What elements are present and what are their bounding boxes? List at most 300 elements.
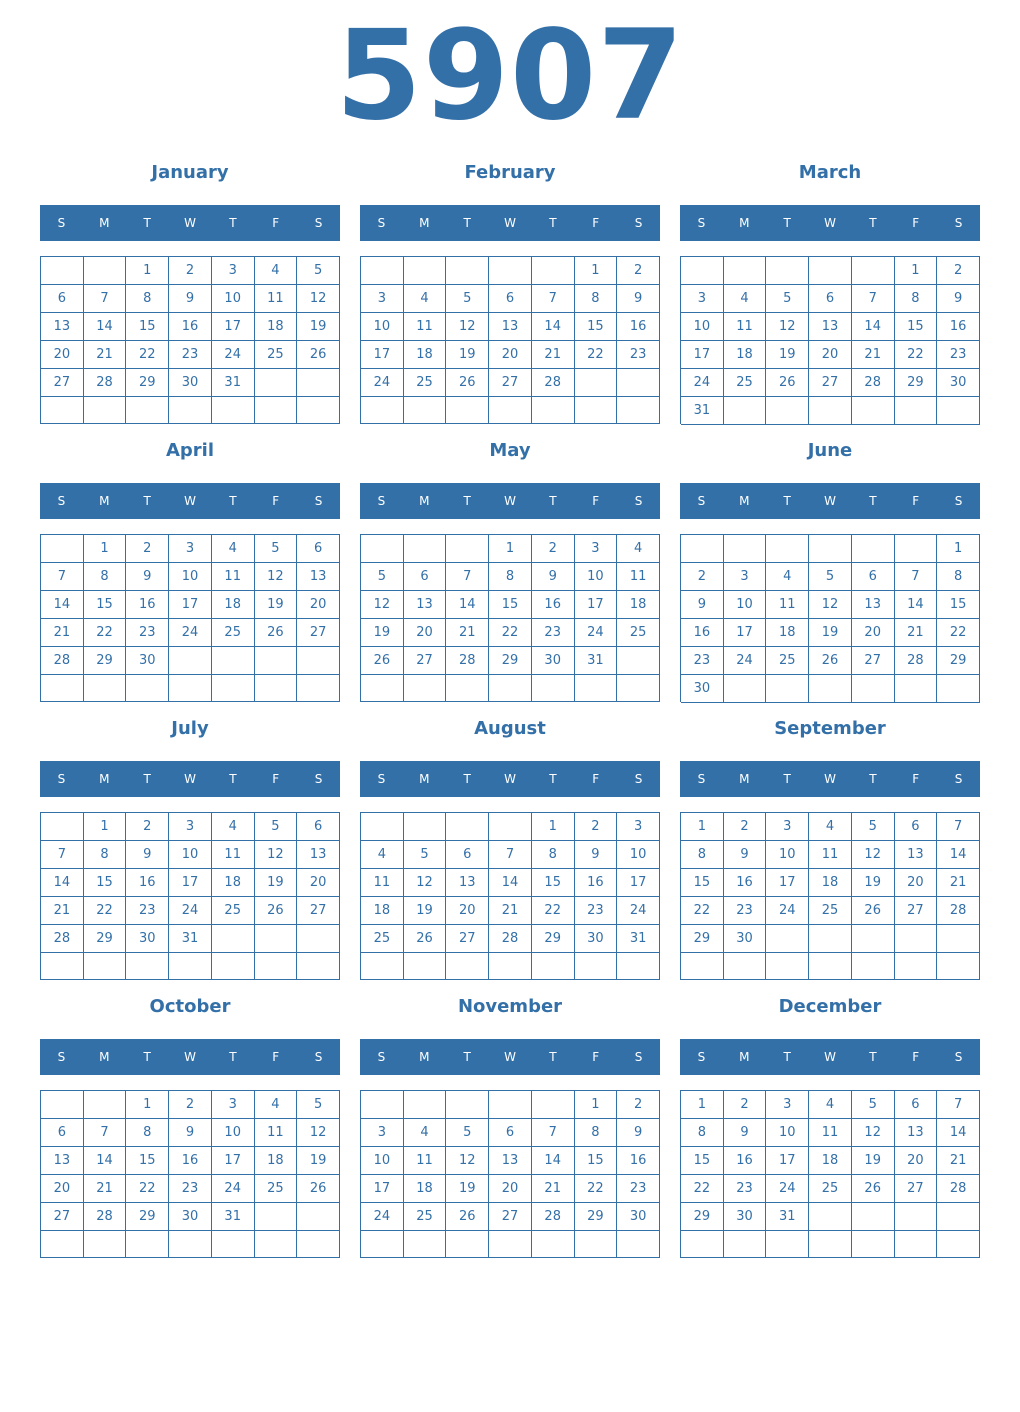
- day-cell: 25: [724, 369, 767, 397]
- day-cell: 16: [575, 869, 618, 897]
- empty-day-cell: [297, 647, 340, 675]
- empty-day-cell: [575, 675, 618, 702]
- day-cell: 15: [895, 313, 938, 341]
- weekday-label: T: [783, 216, 791, 230]
- empty-day-cell: [766, 675, 809, 703]
- day-cell: 6: [895, 813, 938, 841]
- empty-day-cell: [297, 397, 340, 424]
- day-cell: 28: [532, 1203, 575, 1231]
- day-cell: 21: [532, 1175, 575, 1203]
- day-grid: [360, 256, 660, 424]
- day-cell: 20: [895, 869, 938, 897]
- empty-day-cell: [446, 813, 489, 841]
- empty-day-cell: [575, 953, 618, 980]
- empty-day-cell: [84, 953, 127, 980]
- day-cell: 2: [724, 1091, 767, 1119]
- day-cell: 4: [404, 285, 447, 313]
- day-cell: 1: [532, 813, 575, 841]
- day-cell: 12: [255, 563, 298, 591]
- day-grid: [360, 1090, 660, 1258]
- day-cell: 22: [84, 897, 127, 925]
- day-cell: 19: [255, 869, 298, 897]
- day-cell: 6: [41, 285, 84, 313]
- empty-day-cell: [937, 925, 980, 953]
- weekday-label: S: [377, 1050, 386, 1064]
- empty-day-cell: [724, 675, 767, 703]
- day-cell: 13: [895, 841, 938, 869]
- day-cell: 21: [852, 341, 895, 369]
- day-cell: 10: [575, 563, 618, 591]
- empty-day-cell: [255, 397, 298, 424]
- month-name: March: [798, 162, 862, 183]
- day-cell: 9: [575, 841, 618, 869]
- day-cell: 31: [169, 925, 212, 953]
- weekday-label: T: [869, 494, 877, 508]
- empty-day-cell: [809, 953, 852, 980]
- day-cell: 7: [895, 563, 938, 591]
- day-cell: 23: [617, 341, 660, 369]
- day-cell: 19: [255, 591, 298, 619]
- day-cell: 15: [126, 1147, 169, 1175]
- day-cell: 22: [681, 1175, 724, 1203]
- weekday-label: T: [143, 494, 151, 508]
- day-cell: 3: [766, 1091, 809, 1119]
- weekday-label: S: [57, 772, 66, 786]
- weekday-label: T: [229, 1050, 237, 1064]
- day-cell: 9: [169, 285, 212, 313]
- empty-day-cell: [404, 953, 447, 980]
- day-cell: 25: [404, 1203, 447, 1231]
- day-cell: 3: [681, 285, 724, 313]
- day-cell: 26: [446, 369, 489, 397]
- day-cell: 22: [126, 1175, 169, 1203]
- day-cell: 11: [255, 285, 298, 313]
- weekday-label: S: [634, 1050, 643, 1064]
- day-cell: 15: [84, 591, 127, 619]
- day-cell: 23: [937, 341, 980, 369]
- weekday-label: W: [184, 216, 196, 230]
- weekday-label: S: [57, 494, 66, 508]
- day-cell: 7: [937, 1091, 980, 1119]
- empty-day-cell: [297, 1231, 340, 1258]
- empty-day-cell: [681, 1231, 724, 1258]
- empty-day-cell: [766, 535, 809, 563]
- day-cell: 10: [361, 313, 404, 341]
- weekday-label: F: [272, 494, 280, 508]
- day-cell: 14: [41, 869, 84, 897]
- day-cell: 2: [126, 535, 169, 563]
- day-cell: 5: [446, 1119, 489, 1147]
- day-cell: 5: [361, 563, 404, 591]
- day-cell: 16: [169, 313, 212, 341]
- weekday-label: T: [229, 772, 237, 786]
- month-name: December: [778, 996, 882, 1017]
- day-cell: 6: [895, 1091, 938, 1119]
- empty-day-cell: [937, 953, 980, 980]
- empty-day-cell: [532, 1231, 575, 1258]
- empty-day-cell: [212, 1231, 255, 1258]
- day-cell: 29: [489, 647, 532, 675]
- day-cell: 8: [681, 1119, 724, 1147]
- day-grid: [680, 1090, 980, 1258]
- empty-day-cell: [41, 257, 84, 285]
- day-cell: 25: [809, 897, 852, 925]
- day-cell: 17: [361, 1175, 404, 1203]
- day-cell: 3: [617, 813, 660, 841]
- empty-day-cell: [809, 535, 852, 563]
- day-cell: 12: [297, 1119, 340, 1147]
- month-name: June: [807, 440, 853, 461]
- day-cell: 29: [575, 1203, 618, 1231]
- empty-day-cell: [766, 397, 809, 425]
- day-cell: 28: [84, 1203, 127, 1231]
- day-cell: 21: [895, 619, 938, 647]
- empty-day-cell: [255, 647, 298, 675]
- month-name: July: [171, 718, 209, 739]
- empty-day-cell: [446, 257, 489, 285]
- empty-day-cell: [852, 1231, 895, 1258]
- day-cell: 4: [212, 813, 255, 841]
- empty-day-cell: [852, 925, 895, 953]
- day-cell: 19: [852, 1147, 895, 1175]
- empty-day-cell: [255, 1203, 298, 1231]
- day-cell: 13: [809, 313, 852, 341]
- weekday-label: M: [99, 494, 110, 508]
- day-cell: 3: [212, 1091, 255, 1119]
- empty-day-cell: [532, 397, 575, 424]
- weekday-label: T: [869, 1050, 877, 1064]
- day-cell: 7: [84, 285, 127, 313]
- day-cell: 24: [212, 1175, 255, 1203]
- empty-day-cell: [297, 1203, 340, 1231]
- day-cell: 2: [724, 813, 767, 841]
- empty-day-cell: [41, 675, 84, 702]
- empty-day-cell: [41, 535, 84, 563]
- empty-day-cell: [937, 397, 980, 425]
- weekday-header: [40, 483, 340, 519]
- weekday-header: [360, 761, 660, 797]
- day-cell: 5: [255, 813, 298, 841]
- day-cell: 27: [895, 1175, 938, 1203]
- empty-day-cell: [937, 1231, 980, 1258]
- day-cell: 20: [446, 897, 489, 925]
- empty-day-cell: [212, 953, 255, 980]
- day-cell: 11: [361, 869, 404, 897]
- empty-day-cell: [809, 397, 852, 425]
- day-cell: 19: [446, 1175, 489, 1203]
- weekday-label: M: [419, 216, 430, 230]
- day-cell: 21: [446, 619, 489, 647]
- day-cell: 11: [404, 313, 447, 341]
- empty-day-cell: [255, 369, 298, 397]
- day-cell: 2: [169, 1091, 212, 1119]
- day-cell: 2: [169, 257, 212, 285]
- weekday-header: [360, 1039, 660, 1075]
- day-cell: 24: [681, 369, 724, 397]
- day-cell: 16: [724, 1147, 767, 1175]
- day-cell: 30: [126, 647, 169, 675]
- weekday-label: S: [377, 216, 386, 230]
- day-cell: 8: [575, 1119, 618, 1147]
- weekday-label: T: [463, 772, 471, 786]
- day-cell: 11: [809, 1119, 852, 1147]
- day-cell: 22: [681, 897, 724, 925]
- day-cell: 7: [532, 1119, 575, 1147]
- day-cell: 20: [41, 1175, 84, 1203]
- day-cell: 15: [937, 591, 980, 619]
- day-cell: 18: [212, 869, 255, 897]
- day-cell: 3: [766, 813, 809, 841]
- day-cell: 6: [446, 841, 489, 869]
- day-cell: 27: [852, 647, 895, 675]
- day-cell: 4: [255, 257, 298, 285]
- day-cell: 1: [575, 1091, 618, 1119]
- day-cell: 30: [575, 925, 618, 953]
- empty-day-cell: [532, 953, 575, 980]
- day-cell: 21: [41, 619, 84, 647]
- weekday-label: S: [634, 772, 643, 786]
- day-cell: 10: [724, 591, 767, 619]
- day-cell: 12: [446, 1147, 489, 1175]
- weekday-label: T: [229, 216, 237, 230]
- day-cell: 29: [126, 1203, 169, 1231]
- empty-day-cell: [126, 675, 169, 702]
- empty-day-cell: [766, 953, 809, 980]
- day-cell: 10: [169, 841, 212, 869]
- empty-day-cell: [617, 647, 660, 675]
- empty-day-cell: [681, 257, 724, 285]
- day-cell: 24: [766, 897, 809, 925]
- day-cell: 13: [404, 591, 447, 619]
- weekday-label: F: [272, 772, 280, 786]
- day-cell: 13: [297, 841, 340, 869]
- day-cell: 21: [532, 341, 575, 369]
- month-name: April: [165, 440, 215, 461]
- day-cell: 19: [297, 1147, 340, 1175]
- day-cell: 3: [169, 813, 212, 841]
- day-cell: 7: [532, 285, 575, 313]
- weekday-label: S: [634, 216, 643, 230]
- day-cell: 15: [84, 869, 127, 897]
- empty-day-cell: [297, 953, 340, 980]
- empty-day-cell: [446, 535, 489, 563]
- empty-day-cell: [617, 675, 660, 702]
- day-cell: 23: [169, 341, 212, 369]
- empty-day-cell: [361, 397, 404, 424]
- day-cell: 4: [212, 535, 255, 563]
- weekday-label: W: [504, 216, 516, 230]
- empty-day-cell: [84, 257, 127, 285]
- empty-day-cell: [297, 925, 340, 953]
- empty-day-cell: [489, 1231, 532, 1258]
- weekday-header: [40, 205, 340, 241]
- day-cell: 29: [681, 925, 724, 953]
- empty-day-cell: [41, 397, 84, 424]
- day-cell: 23: [169, 1175, 212, 1203]
- day-cell: 13: [852, 591, 895, 619]
- weekday-label: T: [869, 216, 877, 230]
- empty-day-cell: [489, 813, 532, 841]
- day-cell: 18: [255, 313, 298, 341]
- day-cell: 22: [895, 341, 938, 369]
- empty-day-cell: [84, 1091, 127, 1119]
- day-cell: 23: [617, 1175, 660, 1203]
- day-cell: 14: [446, 591, 489, 619]
- weekday-label: T: [463, 216, 471, 230]
- day-cell: 10: [169, 563, 212, 591]
- day-cell: 27: [446, 925, 489, 953]
- empty-day-cell: [489, 953, 532, 980]
- day-cell: 21: [84, 1175, 127, 1203]
- day-cell: 29: [937, 647, 980, 675]
- weekday-header: [680, 483, 980, 519]
- empty-day-cell: [169, 397, 212, 424]
- day-cell: 20: [809, 341, 852, 369]
- empty-day-cell: [895, 397, 938, 425]
- weekday-label: T: [549, 494, 557, 508]
- day-cell: 11: [766, 591, 809, 619]
- day-cell: 9: [169, 1119, 212, 1147]
- day-cell: 17: [617, 869, 660, 897]
- day-grid: [680, 256, 980, 424]
- day-cell: 14: [937, 1119, 980, 1147]
- day-cell: 22: [532, 897, 575, 925]
- day-cell: 5: [809, 563, 852, 591]
- month-name: January: [151, 162, 229, 183]
- weekday-label: W: [824, 494, 836, 508]
- day-cell: 10: [212, 285, 255, 313]
- weekday-label: S: [697, 216, 706, 230]
- day-cell: 21: [937, 869, 980, 897]
- day-cell: 11: [255, 1119, 298, 1147]
- day-cell: 13: [895, 1119, 938, 1147]
- day-cell: 10: [681, 313, 724, 341]
- day-cell: 16: [126, 591, 169, 619]
- day-cell: 25: [809, 1175, 852, 1203]
- empty-day-cell: [255, 953, 298, 980]
- day-cell: 2: [681, 563, 724, 591]
- day-cell: 27: [809, 369, 852, 397]
- weekday-label: F: [592, 494, 600, 508]
- day-cell: 26: [809, 647, 852, 675]
- empty-day-cell: [41, 1231, 84, 1258]
- day-cell: 17: [212, 1147, 255, 1175]
- day-cell: 22: [575, 341, 618, 369]
- empty-day-cell: [617, 953, 660, 980]
- day-cell: 7: [852, 285, 895, 313]
- weekday-label: W: [184, 772, 196, 786]
- day-cell: 15: [575, 1147, 618, 1175]
- day-cell: 26: [446, 1203, 489, 1231]
- day-cell: 6: [852, 563, 895, 591]
- weekday-label: F: [592, 772, 600, 786]
- weekday-label: T: [549, 1050, 557, 1064]
- day-cell: 16: [532, 591, 575, 619]
- empty-day-cell: [446, 1091, 489, 1119]
- empty-day-cell: [852, 397, 895, 425]
- weekday-label: M: [99, 1050, 110, 1064]
- day-cell: 4: [404, 1119, 447, 1147]
- empty-day-cell: [212, 397, 255, 424]
- weekday-label: T: [143, 1050, 151, 1064]
- empty-day-cell: [895, 675, 938, 703]
- day-cell: 16: [126, 869, 169, 897]
- day-cell: 26: [852, 897, 895, 925]
- day-cell: 14: [41, 591, 84, 619]
- empty-day-cell: [724, 257, 767, 285]
- day-cell: 30: [681, 675, 724, 703]
- day-cell: 19: [852, 869, 895, 897]
- day-cell: 12: [766, 313, 809, 341]
- empty-day-cell: [212, 647, 255, 675]
- empty-day-cell: [766, 1231, 809, 1258]
- day-cell: 18: [809, 1147, 852, 1175]
- empty-day-cell: [446, 397, 489, 424]
- day-cell: 23: [126, 619, 169, 647]
- weekday-label: M: [739, 1050, 750, 1064]
- day-cell: 11: [404, 1147, 447, 1175]
- day-cell: 18: [809, 869, 852, 897]
- day-cell: 30: [617, 1203, 660, 1231]
- day-cell: 24: [169, 897, 212, 925]
- month-name: August: [474, 718, 546, 739]
- weekday-header: [360, 205, 660, 241]
- day-cell: 12: [852, 1119, 895, 1147]
- weekday-label: W: [824, 1050, 836, 1064]
- day-cell: 31: [681, 397, 724, 425]
- empty-day-cell: [297, 675, 340, 702]
- day-cell: 26: [255, 897, 298, 925]
- day-cell: 16: [169, 1147, 212, 1175]
- day-cell: 9: [724, 1119, 767, 1147]
- day-cell: 9: [724, 841, 767, 869]
- day-cell: 6: [489, 1119, 532, 1147]
- weekday-label: S: [57, 216, 66, 230]
- day-cell: 24: [724, 647, 767, 675]
- empty-day-cell: [255, 925, 298, 953]
- weekday-label: T: [549, 772, 557, 786]
- weekday-label: S: [634, 494, 643, 508]
- day-cell: 18: [212, 591, 255, 619]
- day-cell: 19: [297, 313, 340, 341]
- weekday-label: W: [184, 1050, 196, 1064]
- empty-day-cell: [489, 675, 532, 702]
- empty-day-cell: [84, 675, 127, 702]
- day-cell: 23: [724, 897, 767, 925]
- empty-day-cell: [575, 369, 618, 397]
- day-cell: 25: [212, 619, 255, 647]
- day-cell: 30: [532, 647, 575, 675]
- day-cell: 11: [809, 841, 852, 869]
- day-cell: 4: [724, 285, 767, 313]
- weekday-label: S: [377, 494, 386, 508]
- empty-day-cell: [681, 535, 724, 563]
- day-cell: 15: [681, 1147, 724, 1175]
- day-cell: 7: [446, 563, 489, 591]
- day-grid: [360, 812, 660, 980]
- weekday-label: T: [143, 772, 151, 786]
- weekday-label: S: [57, 1050, 66, 1064]
- day-cell: 8: [532, 841, 575, 869]
- empty-day-cell: [361, 813, 404, 841]
- day-cell: 9: [532, 563, 575, 591]
- day-cell: 8: [126, 1119, 169, 1147]
- weekday-label: T: [463, 494, 471, 508]
- day-cell: 28: [84, 369, 127, 397]
- weekday-header: [40, 761, 340, 797]
- empty-day-cell: [937, 675, 980, 703]
- day-cell: 4: [809, 813, 852, 841]
